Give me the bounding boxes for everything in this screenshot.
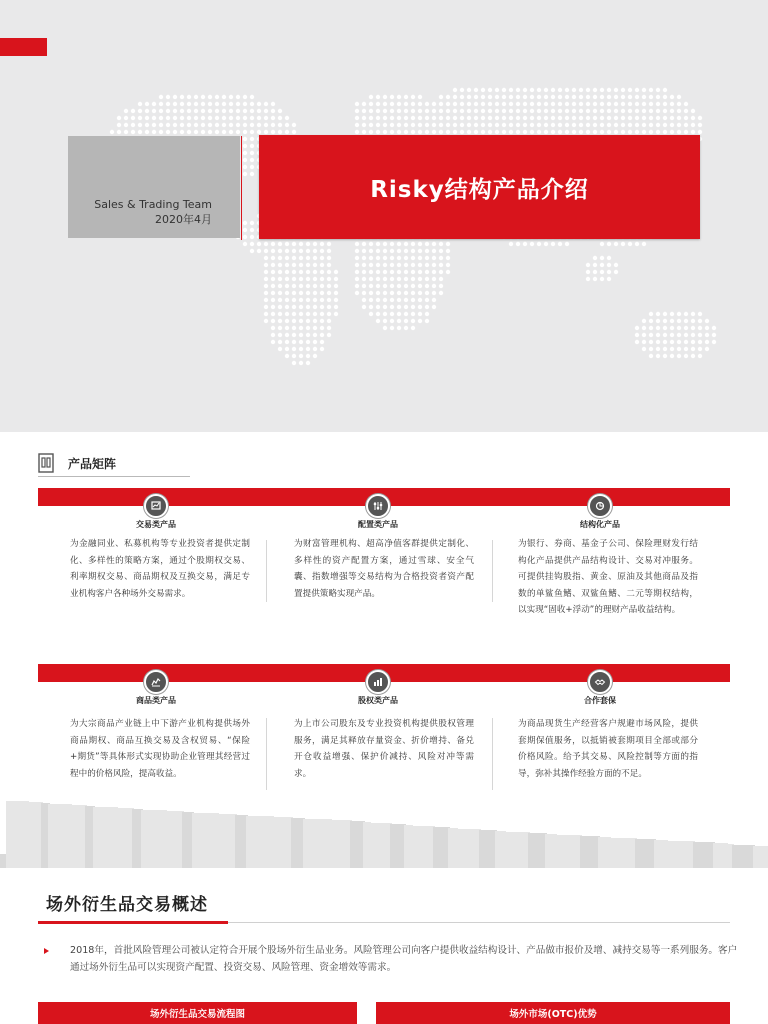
- category-name: 配置类产品: [358, 520, 398, 529]
- bullet-icon: [44, 948, 49, 954]
- category-name: 交易类产品: [136, 520, 176, 529]
- category-name: 商品类产品: [136, 696, 176, 705]
- handshake-icon: [588, 670, 612, 694]
- category-desc: 为金融同业、私募机构等专业投资者提供定制化、多样性的策略方案，通过个股期权交易、利率期权交易、商品期权及互换交易，满足专业机构客户各种场外交易需求。: [70, 539, 250, 599]
- otc-advantages-header: 场外市场(OTC)优势: [376, 1002, 730, 1024]
- team-info: [94, 197, 212, 227]
- category-desc: 为商品现货生产经营客户规避市场风险，提供套期保值服务，以抵销被套期项目全部或部分价格风险。给予其交易、风险控制等方面的指导，弥补其操作经验方面的不足。: [518, 719, 698, 779]
- product-matrix-icon: [38, 453, 54, 473]
- equity-icon: [366, 670, 390, 694]
- city-skyline-graphic: [0, 796, 768, 868]
- column-divider: [266, 540, 267, 602]
- category-desc: 为银行、券商、基金子公司、保险理财发行结构化产品提供产品结构设计、交易对冲服务。可提供挂钩股指、黄金、原油及其他商品及指数的单鲨鱼鳍、双鲨鱼鳍、二元等期权结构，以实现“固收+浮动”的理财产品收益结构。: [518, 539, 698, 615]
- category-desc: 为大宗商品产业链上中下游产业机构提供场外商品期权、商品互换交易及含权贸易、“保险+期货”等具体形式实现协助企业管理其经营过程中的价格风险，提高收益。: [70, 719, 250, 779]
- column-divider: [492, 718, 493, 790]
- team-name: Sales & Trading Team: [94, 198, 212, 211]
- sliders-icon: [366, 494, 390, 518]
- team-box: [68, 136, 240, 238]
- commodity-icon: [144, 670, 168, 694]
- category-name: 结构化产品: [580, 520, 620, 529]
- divider-line: [241, 136, 242, 240]
- matrix-heading: [38, 452, 190, 477]
- category-name: 合作套保: [584, 696, 616, 705]
- overview-paragraph: 2018年，首批风险管理公司被认定符合开展个股场外衍生品业务。风险管理公司向客户提供收益结构设计、产品做市报价及增、减持交易等一系列服务。客户通过场外衍生品可以实现资产配置、投资交易、风险管理、资金增效等需求。: [70, 945, 738, 973]
- column-divider: [492, 540, 493, 602]
- category-desc: 为上市公司股东及专业投资机构提供股权管理服务，满足其释放存量资金、折价增持、备兑开仓收益增强、保护价减持、风险对冲等需求。: [294, 719, 474, 779]
- cover-date: 2020年4月: [155, 213, 212, 226]
- flowchart-header: 场外衍生品交易流程图: [38, 1002, 357, 1024]
- category-name: 股权类产品: [358, 696, 398, 705]
- trading-icon: [144, 494, 168, 518]
- cover-section: [0, 0, 768, 432]
- overview-accent: [38, 921, 228, 924]
- matrix-title: 产品矩阵: [68, 457, 117, 471]
- column-divider: [266, 718, 267, 790]
- title-banner: [259, 135, 700, 239]
- category-desc: 为财富管理机构、超高净值客群提供定制化、多样性的资产配置方案，通过雪球、安全气囊、指数增强等交易结构为合格投资者资产配置提供策略实现产品。: [294, 539, 474, 599]
- structure-icon: [588, 494, 612, 518]
- cover-title: Risky结构产品介绍: [370, 176, 589, 203]
- overview-title: 场外衍生品交易概述: [46, 895, 208, 915]
- corner-accent-bar: [0, 38, 47, 56]
